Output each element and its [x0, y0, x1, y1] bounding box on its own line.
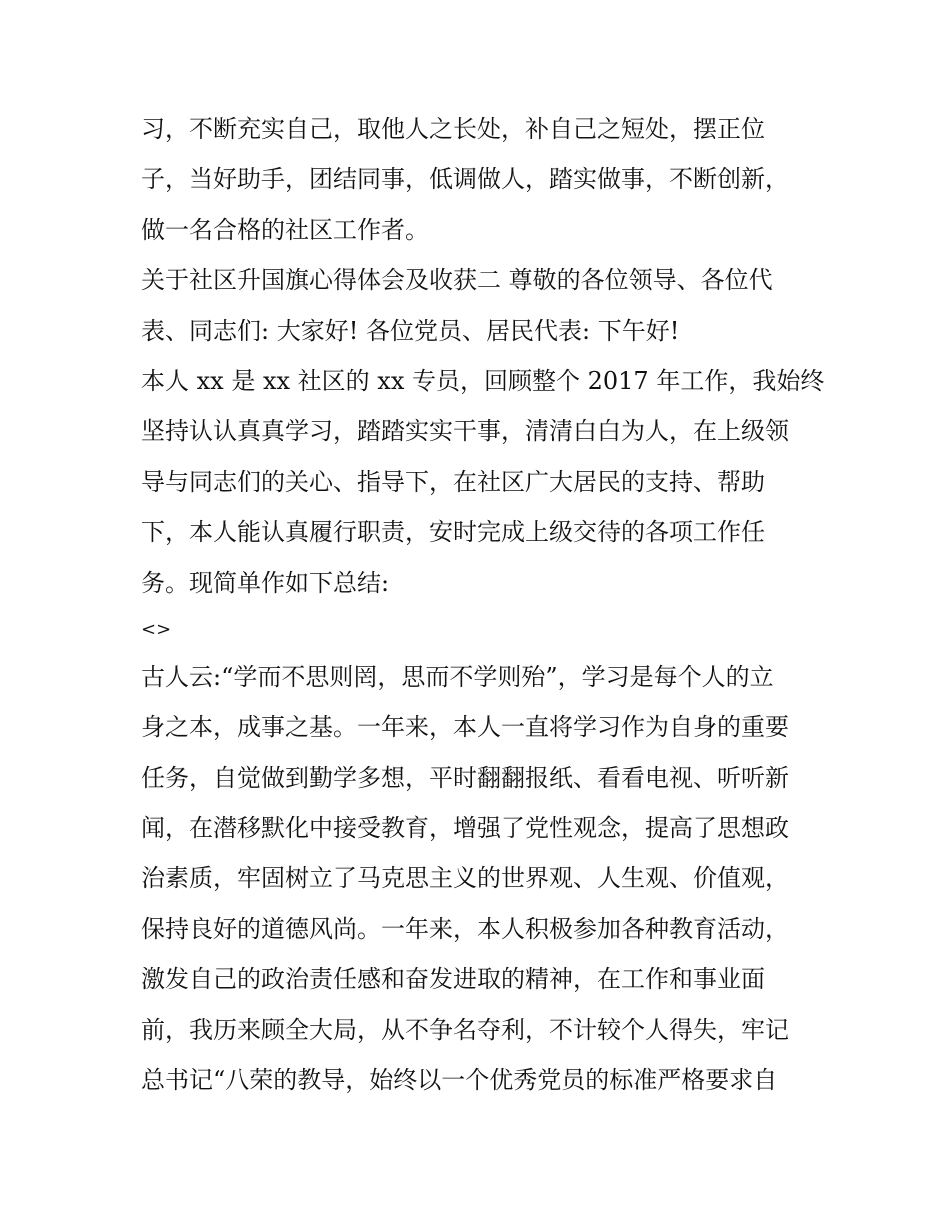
text-line: 子，当好助手，团结同事，低调做人，踏实做事，不断创新，: [141, 165, 789, 194]
text-line: 本人 xx 是 xx 社区的 xx 专员，回顾整个 2017 年工作，我始终: [141, 366, 825, 395]
text-line: 做一名合格的社区工作者。: [141, 215, 429, 244]
text-line: 古人云:“学而不思则罔，思而不学则殆”，学习是每个人的立: [141, 662, 774, 691]
text-line: 坚持认认真真学习，踏踏实实干事，清清白白为人，在上级领: [141, 417, 789, 446]
text-line-marker: <>: [141, 618, 172, 640]
text-line: 治素质，牢固树立了马克思主义的世界观、人生观、价值观，: [141, 864, 789, 893]
text-line: 导与同志们的关心、指导下，在社区广大居民的支持、帮助: [141, 467, 765, 496]
text-line: 表、同志们: 大家好! 各位党员、居民代表: 下午好!: [141, 316, 680, 345]
text-line: 关于社区升国旗心得体会及收获二 尊敬的各位领导、各位代: [141, 266, 773, 295]
text-line: 习，不断充实自己，取他人之长处，补自己之短处，摆正位: [141, 115, 765, 143]
text-line: 身之本，成事之基。一年来，本人一直将学习作为自身的重要: [141, 713, 789, 742]
text-line: 保持良好的道德风尚。一年来，本人积极参加各种教育活动，: [141, 914, 789, 943]
text-line: 闻，在潜移默化中接受教育，增强了党性观念，提高了思想政: [141, 814, 789, 843]
text-line: 任务，自觉做到勤学多想，平时翻翻报纸、看看电视、听听新: [141, 763, 789, 792]
text-line: 下，本人能认真履行职责，安时完成上级交待的各项工作任: [141, 518, 765, 547]
text-line: 总书记“八荣的教导，始终以一个优秀党员的标准严格要求自: [141, 1066, 778, 1095]
text-line: 激发自己的政治责任感和奋发进取的精神，在工作和事业面: [141, 965, 765, 994]
text-line: 前，我历来顾全大局，从不争名夺利，不计较个人得失，牢记: [141, 1015, 789, 1044]
text-line: 务。现简单作如下总结:: [141, 568, 390, 597]
body-text: [141, 104, 825, 1105]
